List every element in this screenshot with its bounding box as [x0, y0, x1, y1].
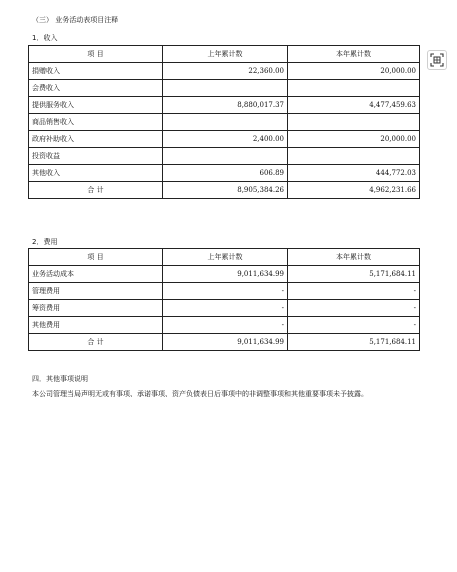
prev-value: 606.89: [163, 165, 288, 182]
prev-value: 2,400.00: [163, 131, 288, 148]
other-matters-title: 四．其他事项说明: [32, 375, 88, 383]
income-title: 1．收入: [32, 34, 58, 42]
prev-value: -: [163, 317, 288, 334]
income-table: [28, 45, 420, 199]
table-row: [29, 97, 420, 114]
row-label: 其他收入: [29, 165, 163, 182]
curr-value: 20,000.00: [288, 131, 420, 148]
curr-value: -: [288, 317, 420, 334]
prev-value: [163, 114, 288, 131]
curr-value: -: [288, 283, 420, 300]
table-row: [29, 80, 420, 97]
curr-value: 5,171,684.11: [288, 266, 420, 283]
table-row: [29, 300, 420, 317]
total-curr: 4,962,231.66: [288, 182, 420, 199]
column-header: 本年累计数: [288, 249, 420, 266]
row-label: 管理费用: [29, 283, 163, 300]
table-header-row: [29, 249, 420, 266]
curr-value: 4,477,459.63: [288, 97, 420, 114]
table-row: [29, 317, 420, 334]
row-label: 商品销售收入: [29, 114, 163, 131]
column-header: 本年累计数: [288, 46, 420, 63]
row-label: 筹资费用: [29, 300, 163, 317]
curr-value: [288, 80, 420, 97]
total-curr: 5,171,684.11: [288, 334, 420, 351]
table-row: [29, 165, 420, 182]
table-row: [29, 63, 420, 80]
expense-title: 2．费用: [32, 238, 58, 246]
row-label: 其他费用: [29, 317, 163, 334]
total-label: 合 计: [29, 182, 163, 199]
total-row: [29, 334, 420, 351]
table-row: [29, 114, 420, 131]
row-label: 捐赠收入: [29, 63, 163, 80]
table-row: [29, 266, 420, 283]
table-header-row: [29, 46, 420, 63]
row-label: 会费收入: [29, 80, 163, 97]
prev-value: -: [163, 283, 288, 300]
column-header: 上年累计数: [163, 46, 288, 63]
total-prev: 9,011,634.99: [163, 334, 288, 351]
row-label: 投资收益: [29, 148, 163, 165]
total-row: [29, 182, 420, 199]
curr-value: 444,772.03: [288, 165, 420, 182]
other-matters-text: 本公司管理当局声明无或有事项、承诺事项、资产负债表日后事项中的非调整事项和其他重要事项未予披露。: [32, 390, 368, 398]
prev-value: 22,360.00: [163, 63, 288, 80]
total-prev: 8,905,384.26: [163, 182, 288, 199]
curr-value: -: [288, 300, 420, 317]
row-label: 业务活动成本: [29, 266, 163, 283]
prev-value: 9,011,634.99: [163, 266, 288, 283]
scan-icon-glyph: [430, 53, 444, 67]
column-header: 上年累计数: [163, 249, 288, 266]
row-label: 提供服务收入: [29, 97, 163, 114]
curr-value: [288, 148, 420, 165]
table-row: [29, 131, 420, 148]
total-label: 合 计: [29, 334, 163, 351]
prev-value: [163, 148, 288, 165]
table-row: [29, 148, 420, 165]
row-label: 政府补助收入: [29, 131, 163, 148]
curr-value: 20,000.00: [288, 63, 420, 80]
prev-value: -: [163, 300, 288, 317]
column-header: 项 目: [29, 249, 163, 266]
table-row: [29, 283, 420, 300]
section-header: （三） 业务活动表项目注释: [32, 16, 119, 24]
curr-value: [288, 114, 420, 131]
prev-value: 8,880,017.37: [163, 97, 288, 114]
scan-icon[interactable]: [427, 50, 447, 70]
prev-value: [163, 80, 288, 97]
column-header: 项 目: [29, 46, 163, 63]
expense-table: [28, 248, 420, 351]
